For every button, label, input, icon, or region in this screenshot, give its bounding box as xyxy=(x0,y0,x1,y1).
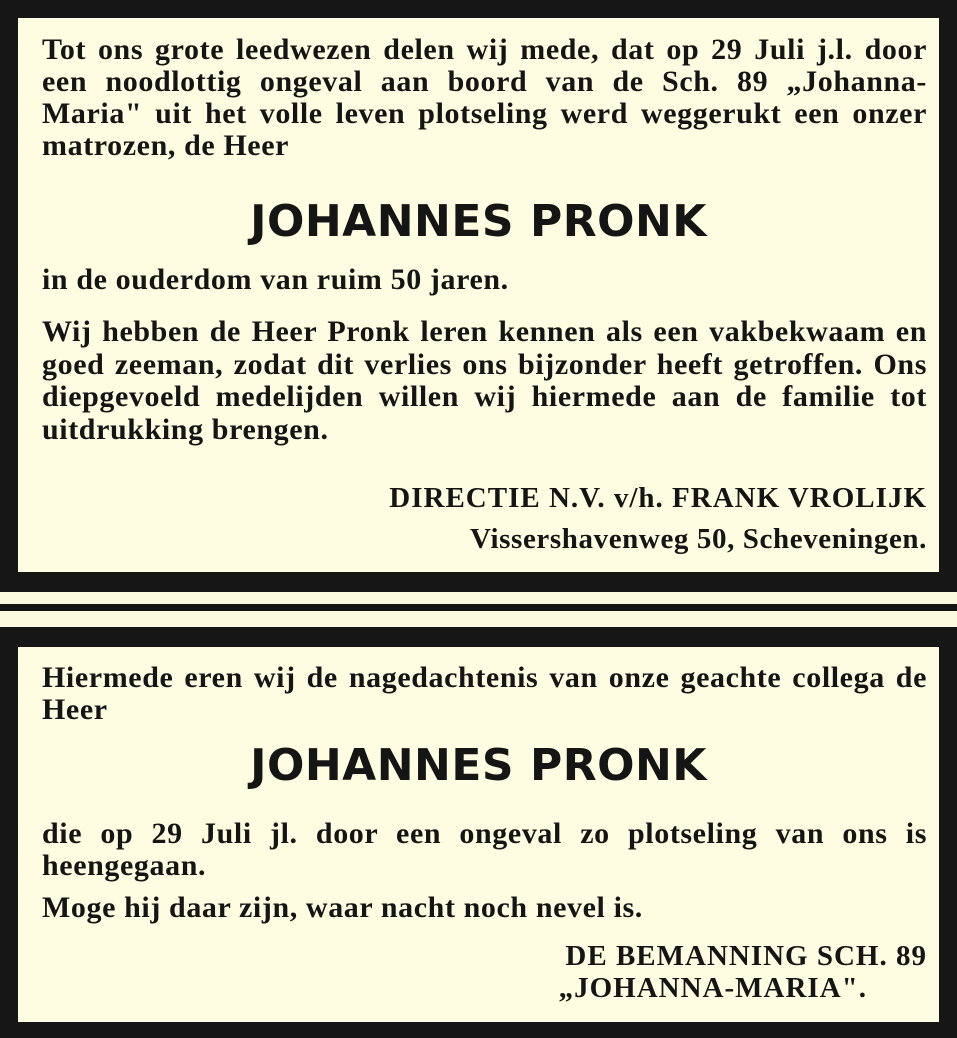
crew-intro-text: Hiermede eren wij de nagedachtenis van onze geachte collega de Heer xyxy=(42,661,927,726)
deceased-name-heading: JOHANNES PRONK xyxy=(250,196,707,247)
crew-ship-name: „JOHANNA-MARIA". xyxy=(558,972,867,1004)
notice-intro-text: Tot ons grote leedwezen delen wij mede, dat op 29 Juli j.l. door een noodlottig ongeval aan boord van de Sch. 89 „Johanna-Maria" uit het volle leven plotseling werd weggerukt een onzer matrozen, de Heer xyxy=(42,33,927,162)
notice-age-text: in de ouderdom van ruim 50 jaren. xyxy=(42,263,509,296)
crew-memorial-text: die op 29 Juli jl. door een ongeval zo plotseling van ons is heengegaan. xyxy=(42,817,927,882)
crew-wish-text: Moge hij daar zijn, waar nacht noch nevel is. xyxy=(42,891,643,924)
company-address: Vissershavenweg 50, Scheveningen. xyxy=(470,523,927,555)
crew-signatory: DE BEMANNING SCH. 89 xyxy=(565,940,927,972)
company-signatory: DIRECTIE N.V. v/h. FRANK VROLIJK xyxy=(389,482,927,514)
deceased-name-heading-crew: JOHANNES PRONK xyxy=(250,740,707,791)
column-divider xyxy=(0,604,957,611)
notice-tribute-text: Wij hebben de Heer Pronk leren kennen als een vakbekwaam en goed zeeman, zodat dit verlies ons bijzonder heeft getroffen. Ons diepgevoeld medelijden willen wij hiermede aan de familie tot uitdrukking brengen. xyxy=(42,315,927,446)
